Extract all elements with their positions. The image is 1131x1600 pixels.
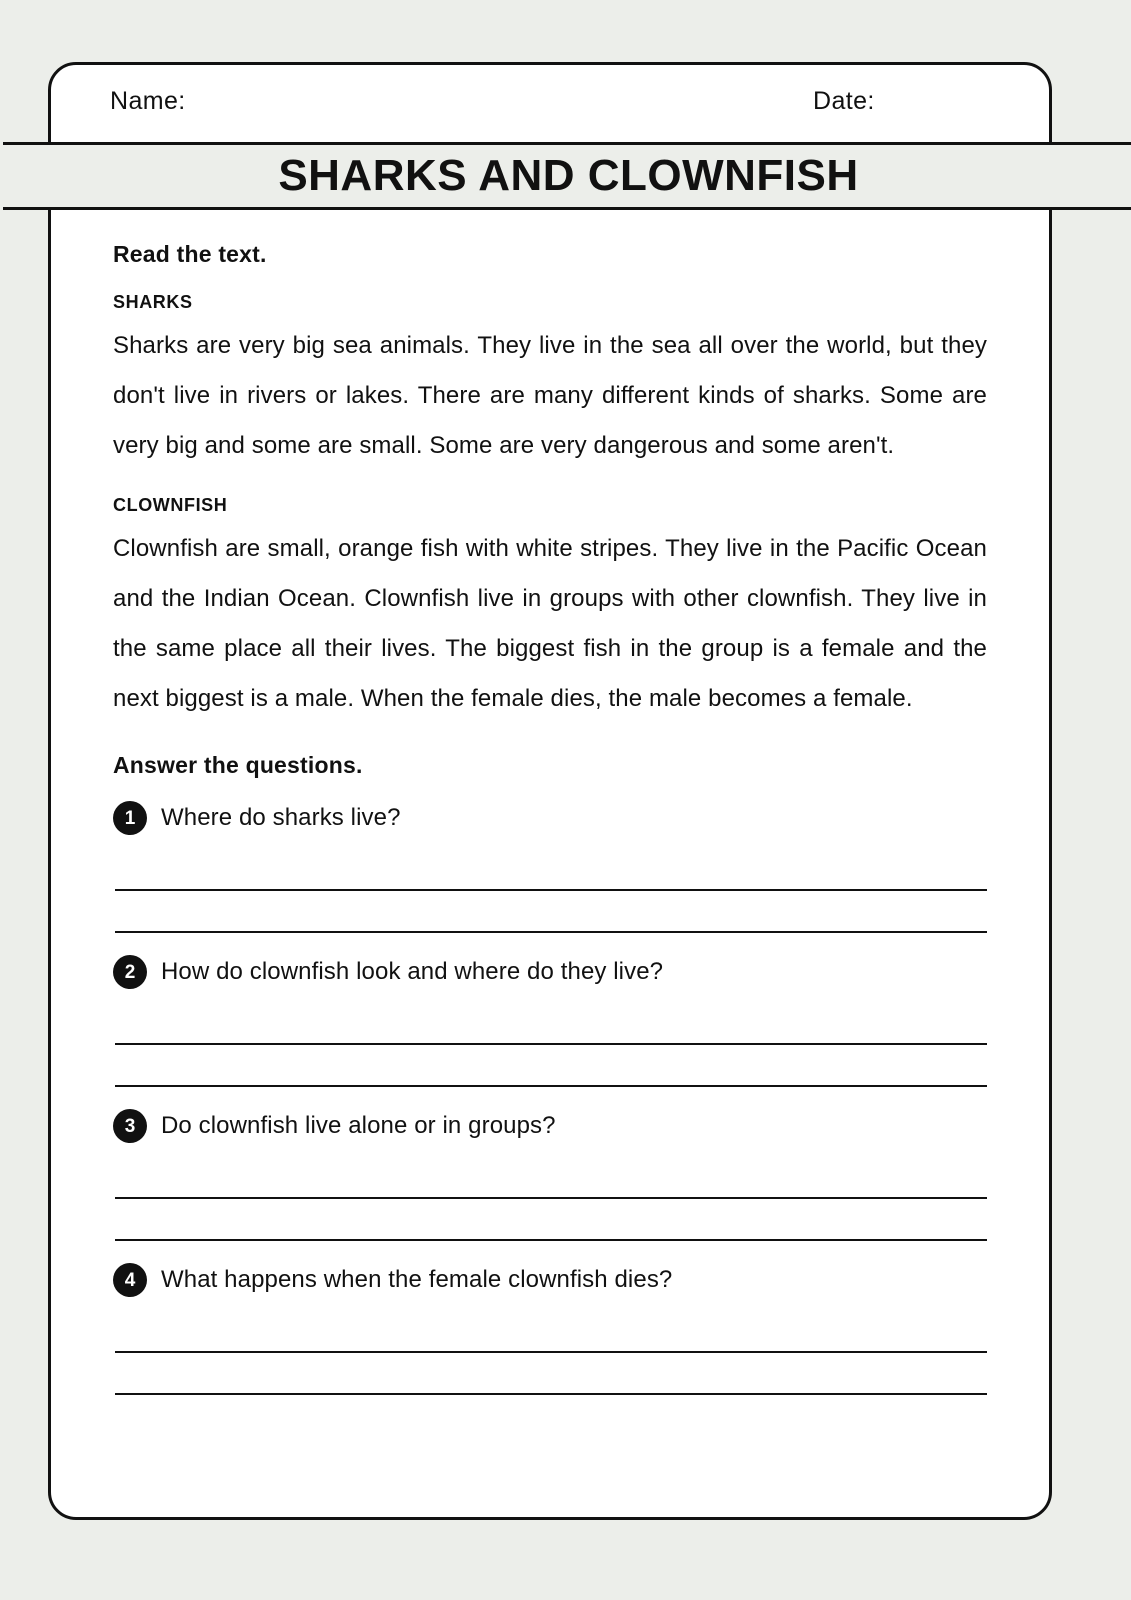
name-date-row (51, 65, 1049, 142)
title-band (3, 142, 1131, 210)
page-title: SHARKS AND CLOWNFISH (278, 151, 859, 200)
read-instruction: Read the text. (113, 241, 267, 267)
answer-line[interactable] (115, 851, 987, 891)
date-label: Date: (813, 87, 875, 115)
answer-line[interactable] (115, 891, 987, 933)
question-block (113, 1109, 987, 1241)
section-text-sharks: Sharks are very big sea animals. They live in the sea all over the world, but they don't live in rivers or lakes. There are many different kinds of sharks. Some are very big and some are small. Some are very dangerous and some aren't. (113, 332, 987, 459)
question-number-badge: 3 (113, 1109, 147, 1143)
question-text: How do clownfish look and where do they live? (161, 958, 664, 985)
worksheet-sheet (48, 62, 1052, 1520)
answer-line[interactable] (115, 1353, 987, 1395)
section-heading-clownfish: CLOWNFISH (113, 495, 228, 515)
question-number-badge: 4 (113, 1263, 147, 1297)
question-block (113, 1263, 987, 1395)
name-label: Name: (110, 87, 186, 115)
question-row (113, 1109, 987, 1143)
question-block (113, 955, 987, 1087)
answer-line[interactable] (115, 1313, 987, 1353)
question-row (113, 1263, 987, 1297)
question-text: Do clownfish live alone or in groups? (161, 1112, 556, 1139)
worksheet-body (51, 213, 1049, 1395)
answer-instruction: Answer the questions. (113, 752, 363, 778)
answer-line[interactable] (115, 1005, 987, 1045)
question-number-badge: 1 (113, 801, 147, 835)
question-number-badge: 2 (113, 955, 147, 989)
answer-lines[interactable] (113, 851, 987, 933)
section-text-clownfish: Clownfish are small, orange fish with white stripes. They live in the Pacific Ocean and the Indian Ocean. Clownfish live in groups with other clownfish. They live in the same place all their lives. The biggest fish in the group is a female and the next biggest is a male. When the female dies, the male becomes a female. (113, 535, 987, 712)
section-heading-sharks: SHARKS (113, 292, 193, 312)
answer-lines[interactable] (113, 1159, 987, 1241)
question-text: What happens when the female clownfish dies? (161, 1266, 673, 1293)
question-row (113, 955, 987, 989)
answer-lines[interactable] (113, 1005, 987, 1087)
question-row (113, 801, 987, 835)
answer-lines[interactable] (113, 1313, 987, 1395)
answer-line[interactable] (115, 1045, 987, 1087)
question-text: Where do sharks live? (161, 804, 401, 831)
answer-line[interactable] (115, 1199, 987, 1241)
answer-line[interactable] (115, 1159, 987, 1199)
question-block (113, 801, 987, 933)
